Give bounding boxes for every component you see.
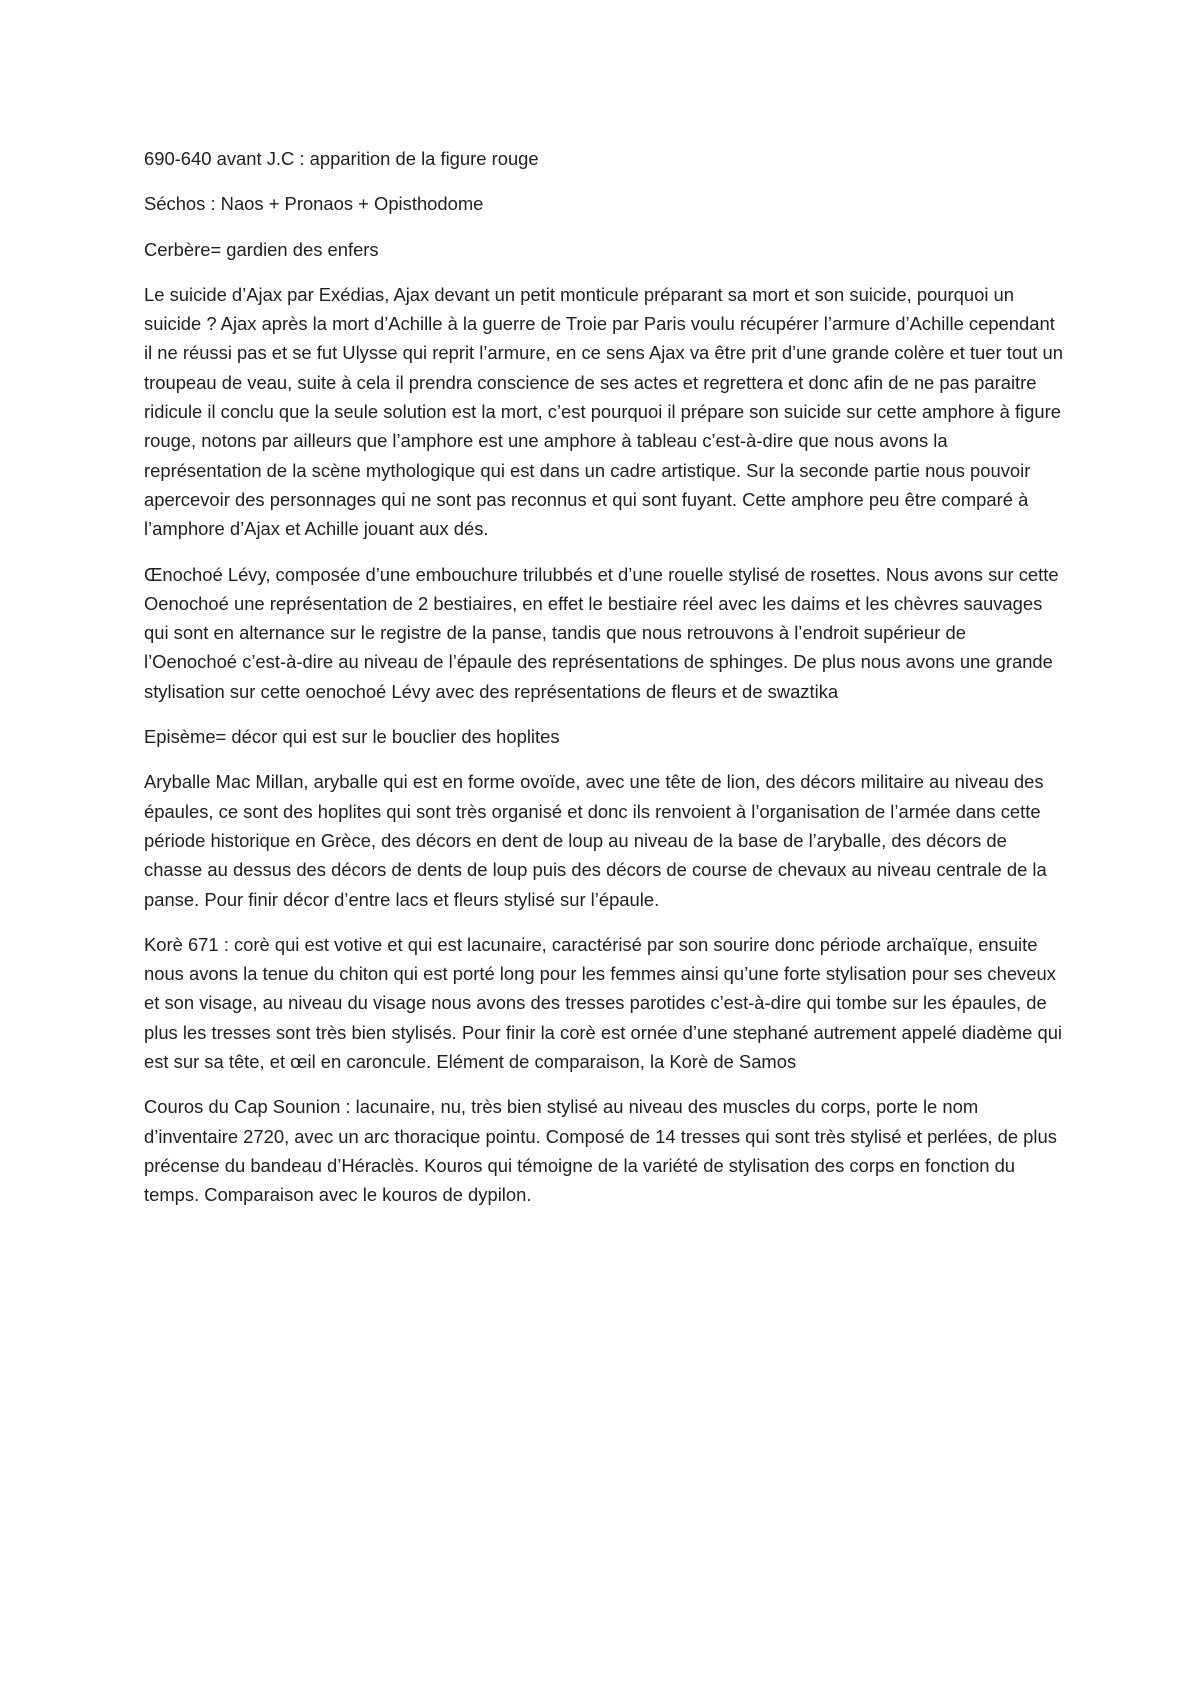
paragraph-cerberus: Cerbère= gardien des enfers (144, 238, 379, 260)
paragraph-aryballe-mac-millan: Aryballe Mac Millan, aryballe qui est en forme ovoïde, avec une tête de lion, des décors militaire au niveau des épaules, ce sont des hoplites qui sont très organisé et donc ils renvoient à l’organisation de l’armée dans cette période historique en Grèce, des décors en dent de loup au niveau de la base de l’aryballe, des décors de chasse au dessus des décors de dents de loup puis des décors de course de chevaux au niveau centrale de la panse. Pour finir décor d’entre lacs et fleurs stylisé sur l’épaule. (144, 771, 1047, 910)
paragraph-date-red-figure: 690-640 avant J.C : apparition de la figure rouge (144, 148, 539, 169)
paragraph-oenochoe-levy: Œnochoé Lévy, composée d’une embouchure trilubbés et d’une rouelle stylisé de rosettes. Nous avons sur cette Oenochoé une représentation de 2 bestiaires, en effet le bestiaire réel avec les daims et les chèvres sauvages qui sont en alternance sur le registre de la panse, tandis que nous retrouvons à l’endroit supérieur de l’Oenochoé c’est-à-dire au niveau de l’épaule des représentations de sphinges. De plus nous avons une grande stylisation sur cette oenochoé Lévy avec des représentations de fleurs et de swaztika (144, 563, 1059, 702)
document-body (144, 144, 1064, 1226)
paragraph-episeme: Episème= décor qui est sur le bouclier des hoplites (144, 726, 560, 748)
paragraph-kore-671: Korè 671 : corè qui est votive et qui est lacunaire, caractérisé par son sourire donc période archaïque, ensuite nous avons la tenue du chiton qui est porté long pour les femmes ainsi qu’une forte stylisation pour ses cheveux et son visage, au niveau du visage nous avons des tresses parotides c’est-à-dire qui tombe sur les épaules, de plus les tresses sont très bien stylisés. Pour finir la corè est ornée d’une stephané autrement appelé diadème qui est sur sa tête, et œil en caroncule. Elément de comparaison, la Korè de Samos (144, 933, 1063, 1073)
paragraph-couros-sounion: Couros du Cap Sounion : lacunaire, nu, très bien stylisé au niveau des muscles du corps, porte le nom d’inventaire 2720, avec un arc thoracique pointu. Composé de 14 tresses qui sont très stylisé et perlées, de plus précense du bandeau d’Héraclès. Kouros qui témoigne de la variété de stylisation des corps en fonction du temps. Comparaison avec le kouros de dypilon. (144, 1096, 1057, 1206)
paragraph-sekos: Séchos : Naos + Pronaos + Opisthodome (144, 193, 484, 215)
paragraph-ajax-suicide: Le suicide d’Ajax par Exédias, Ajax devant un petit monticule préparant sa mort et son suicide, pourquoi un suicide ? Ajax après la mort d’Achille à la guerre de Troie par Paris voulu récupérer l’armure d’Achille cependant il ne réussi pas et se fut Ulysse qui reprit l’armure, en ce sens Ajax va être prit d’une grande colère et tuer tout un troupeau de veau, suite à cela il prendra conscience de ses actes et regrettera et donc afin de ne pas paraitre ridicule il conclu que la seule solution est la mort, c’est pourquoi il prépare son suicide sur cette amphore à figure rouge, notons par ailleurs que l’amphore est une amphore à tableau c’est-à-dire que nous avons la représentation de la scène mythologique qui est dans un cadre artistique. Sur la seconde partie nous pouvoir apercevoir des personnages qui ne sont pas reconnus et qui sont fuyant. Cette amphore peu être comparé à l’amphore d’Ajax et Achille jouant aux dés. (144, 283, 1063, 540)
